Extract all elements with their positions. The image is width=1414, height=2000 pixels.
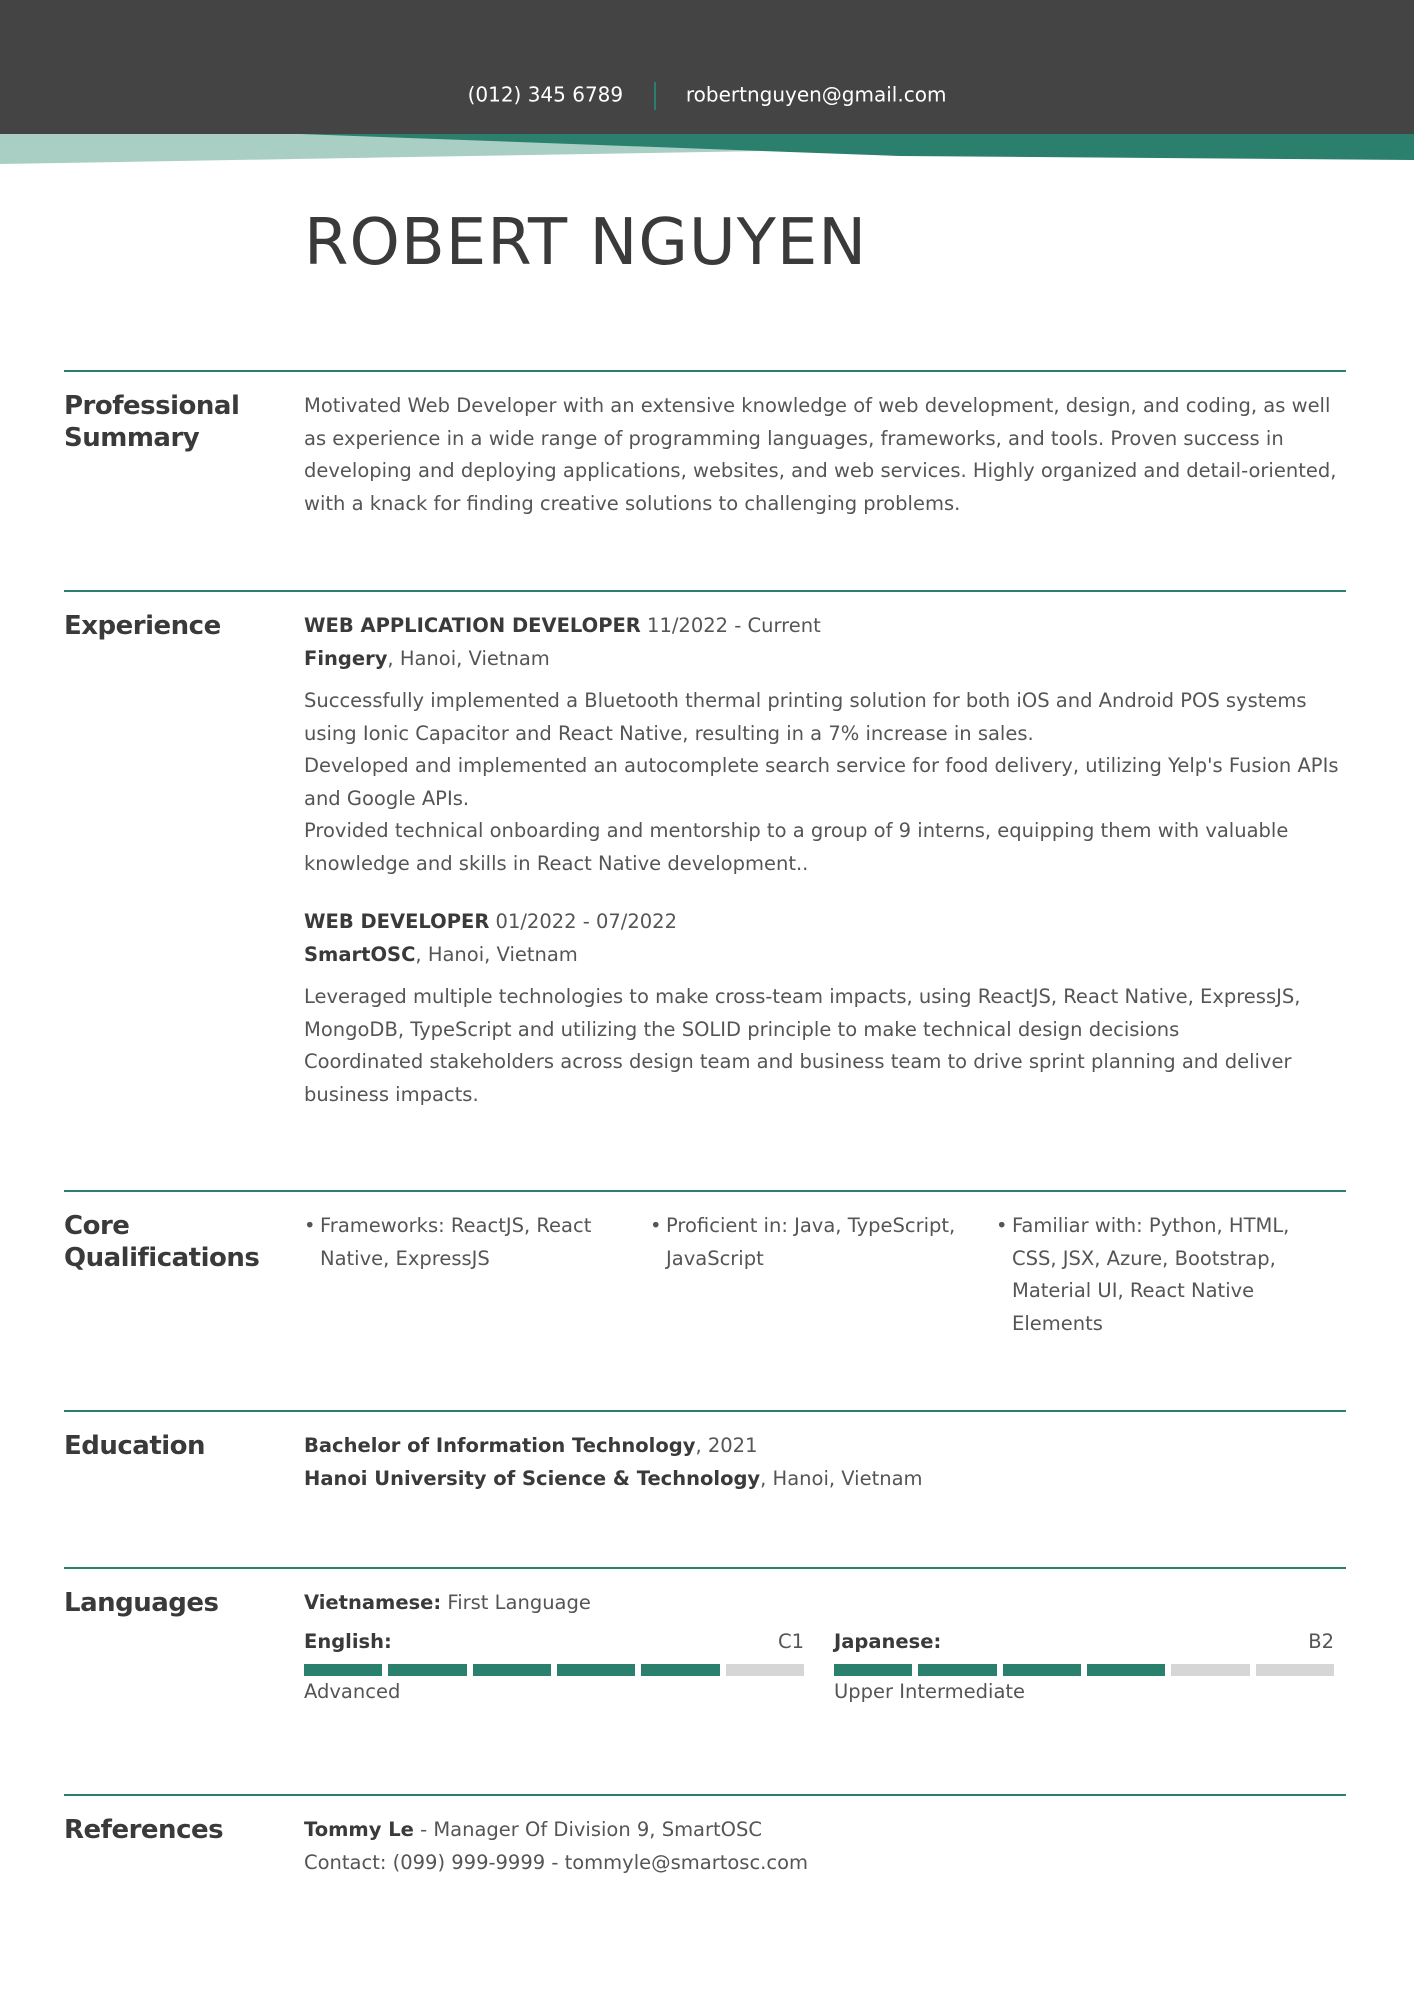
education-degree-line: Bachelor of Information Technology, 2021 <box>304 1434 758 1457</box>
job-company-line: SmartOSC, Hanoi, Vietnam <box>304 942 578 966</box>
section-education <box>64 1410 1346 1562</box>
language-name: Japanese: <box>834 1629 942 1653</box>
contact-divider <box>654 82 656 110</box>
job-company: Fingery <box>304 646 388 670</box>
experience-body <box>304 610 1344 1111</box>
section-title-languages: Languages <box>64 1588 219 1618</box>
proficiency-bar <box>834 1664 1334 1676</box>
language-name: English: <box>304 1629 392 1653</box>
native-language-label: Vietnamese: <box>304 1591 442 1614</box>
proficiency-segment <box>1087 1664 1165 1676</box>
section-title-education: Education <box>64 1431 206 1461</box>
education-degree: Bachelor of Information Technology <box>304 1434 696 1457</box>
native-language-value: First Language <box>447 1591 591 1614</box>
proficiency-segment <box>304 1664 382 1676</box>
language-levels <box>304 1626 1344 1709</box>
header-bar <box>0 0 1414 134</box>
bullet-dot-icon: • <box>996 1214 1008 1237</box>
job-bullet: Coordinated stakeholders across design team and business team to drive sprint planning and deliver business impacts. <box>304 1050 1292 1106</box>
reference-name: Tommy Le <box>304 1818 414 1841</box>
proficiency-segment <box>388 1664 466 1676</box>
phone-number: (012) 345 6789 <box>467 82 624 107</box>
language-grade: C1 <box>777 1629 804 1653</box>
job-bullets <box>304 981 1344 1111</box>
reference-role: Manager Of Division 9, SmartOSC <box>433 1818 763 1841</box>
language-level: Upper Intermediate <box>834 1680 1026 1703</box>
email-address: robertnguyen@gmail.com <box>685 82 947 107</box>
qualification-item: • Frameworks: ReactJS, React Native, ExpressJS <box>304 1210 650 1340</box>
section-qualifications <box>64 1190 1346 1402</box>
header-contact <box>0 82 1414 110</box>
qualifications-list <box>304 1210 1354 1340</box>
job-entry <box>304 906 1344 1111</box>
proficiency-segment <box>557 1664 635 1676</box>
candidate-name: ROBERT NGUYEN <box>304 206 868 280</box>
header-accent-stripe <box>0 130 1414 166</box>
education-year: 2021 <box>707 1434 758 1457</box>
proficiency-bar <box>304 1664 804 1676</box>
language-header <box>834 1626 1334 1659</box>
job-role: WEB DEVELOPER <box>304 910 490 933</box>
proficiency-segment <box>641 1664 719 1676</box>
qualifications-body <box>304 1210 1354 1340</box>
education-location: Hanoi, Vietnam <box>772 1466 923 1490</box>
job-company-line: Fingery, Hanoi, Vietnam <box>304 646 550 670</box>
proficiency-segment <box>834 1664 912 1676</box>
proficiency-segment <box>1256 1664 1334 1676</box>
job-bullet: Leveraged multiple technologies to make cross-team impacts, using ReactJS, React Native, ExpressJS, MongoDB, TypeScript and utilizing the SOLID principle to make technical design decisions <box>304 985 1301 1041</box>
job-location: Hanoi, Vietnam <box>427 942 578 966</box>
summary-body <box>304 390 1354 520</box>
job-entry <box>304 610 1344 880</box>
job-title-line <box>304 906 1344 939</box>
job-role: WEB APPLICATION DEVELOPER <box>304 614 641 637</box>
job-bullet: Provided technical onboarding and mentorship to a group of 9 interns, equipping them with valuable knowledge and skills in React Native development.. <box>304 819 1289 875</box>
section-experience <box>64 590 1346 1192</box>
job-bullets <box>304 685 1344 880</box>
section-title-summary: Professional Summary <box>64 391 240 453</box>
language-level: Advanced <box>304 1680 401 1703</box>
language-item <box>834 1626 1334 1709</box>
education-school-line: Hanoi University of Science & Technology, Hanoi, Vietnam <box>304 1466 923 1490</box>
section-title-experience: Experience <box>64 611 221 641</box>
job-location: Hanoi, Vietnam <box>399 646 550 670</box>
reference-line: Tommy Le - Manager Of Division 9, SmartOSC <box>304 1818 763 1841</box>
proficiency-segment <box>473 1664 551 1676</box>
proficiency-segment <box>1003 1664 1081 1676</box>
education-school: Hanoi University of Science & Technology <box>304 1466 761 1490</box>
reference-contact: Contact: (099) 999-9999 - tommyle@smartosc.com <box>304 1850 809 1874</box>
language-item <box>304 1626 804 1709</box>
summary-text: Motivated Web Developer with an extensive knowledge of web development, design, and coding, as well as experience in a wide range of programming languages, frameworks, and tools. Proven success in developing and deploying applications, websites, and web services. Highly organized and detail-oriented, with a knack for finding creative solutions to challenging problems. <box>304 394 1337 515</box>
references-body <box>304 1814 1344 1879</box>
job-bullet: Developed and implemented an autocomplete search service for food delivery, utilizing Yelp's Fusion APIs and Google APIs. <box>304 754 1339 810</box>
job-bullet: Successfully implemented a Bluetooth thermal printing solution for both iOS and Android POS systems using Ionic Capacitor and React Native, resulting in a 7% increase in sales. <box>304 689 1307 745</box>
bullet-dot-icon: • <box>304 1214 316 1237</box>
job-title-line <box>304 610 1344 643</box>
qualification-item: • Proficient in: Java, TypeScript, JavaScript <box>650 1210 996 1340</box>
section-languages <box>64 1567 1346 1789</box>
job-dates: 11/2022 - Current <box>647 614 821 637</box>
section-title-references: References <box>64 1815 224 1845</box>
proficiency-segment <box>1171 1664 1249 1676</box>
languages-body <box>304 1587 1344 1709</box>
job-dates: 01/2022 - 07/2022 <box>495 910 677 933</box>
language-grade: B2 <box>1308 1629 1334 1653</box>
native-language-line <box>304 1587 1344 1620</box>
section-title-qualifications: Core Qualifications <box>64 1211 260 1273</box>
language-header <box>304 1626 804 1659</box>
education-body <box>304 1430 1344 1495</box>
job-company: SmartOSC <box>304 942 416 966</box>
section-references <box>64 1794 1346 1936</box>
bullet-dot-icon: • <box>650 1214 662 1237</box>
qualification-item: • Familiar with: Python, HTML, CSS, JSX, Azure, Bootstrap, Material UI, React Native Elements <box>996 1210 1326 1340</box>
proficiency-segment <box>726 1664 804 1676</box>
proficiency-segment <box>918 1664 996 1676</box>
section-summary <box>64 370 1346 582</box>
